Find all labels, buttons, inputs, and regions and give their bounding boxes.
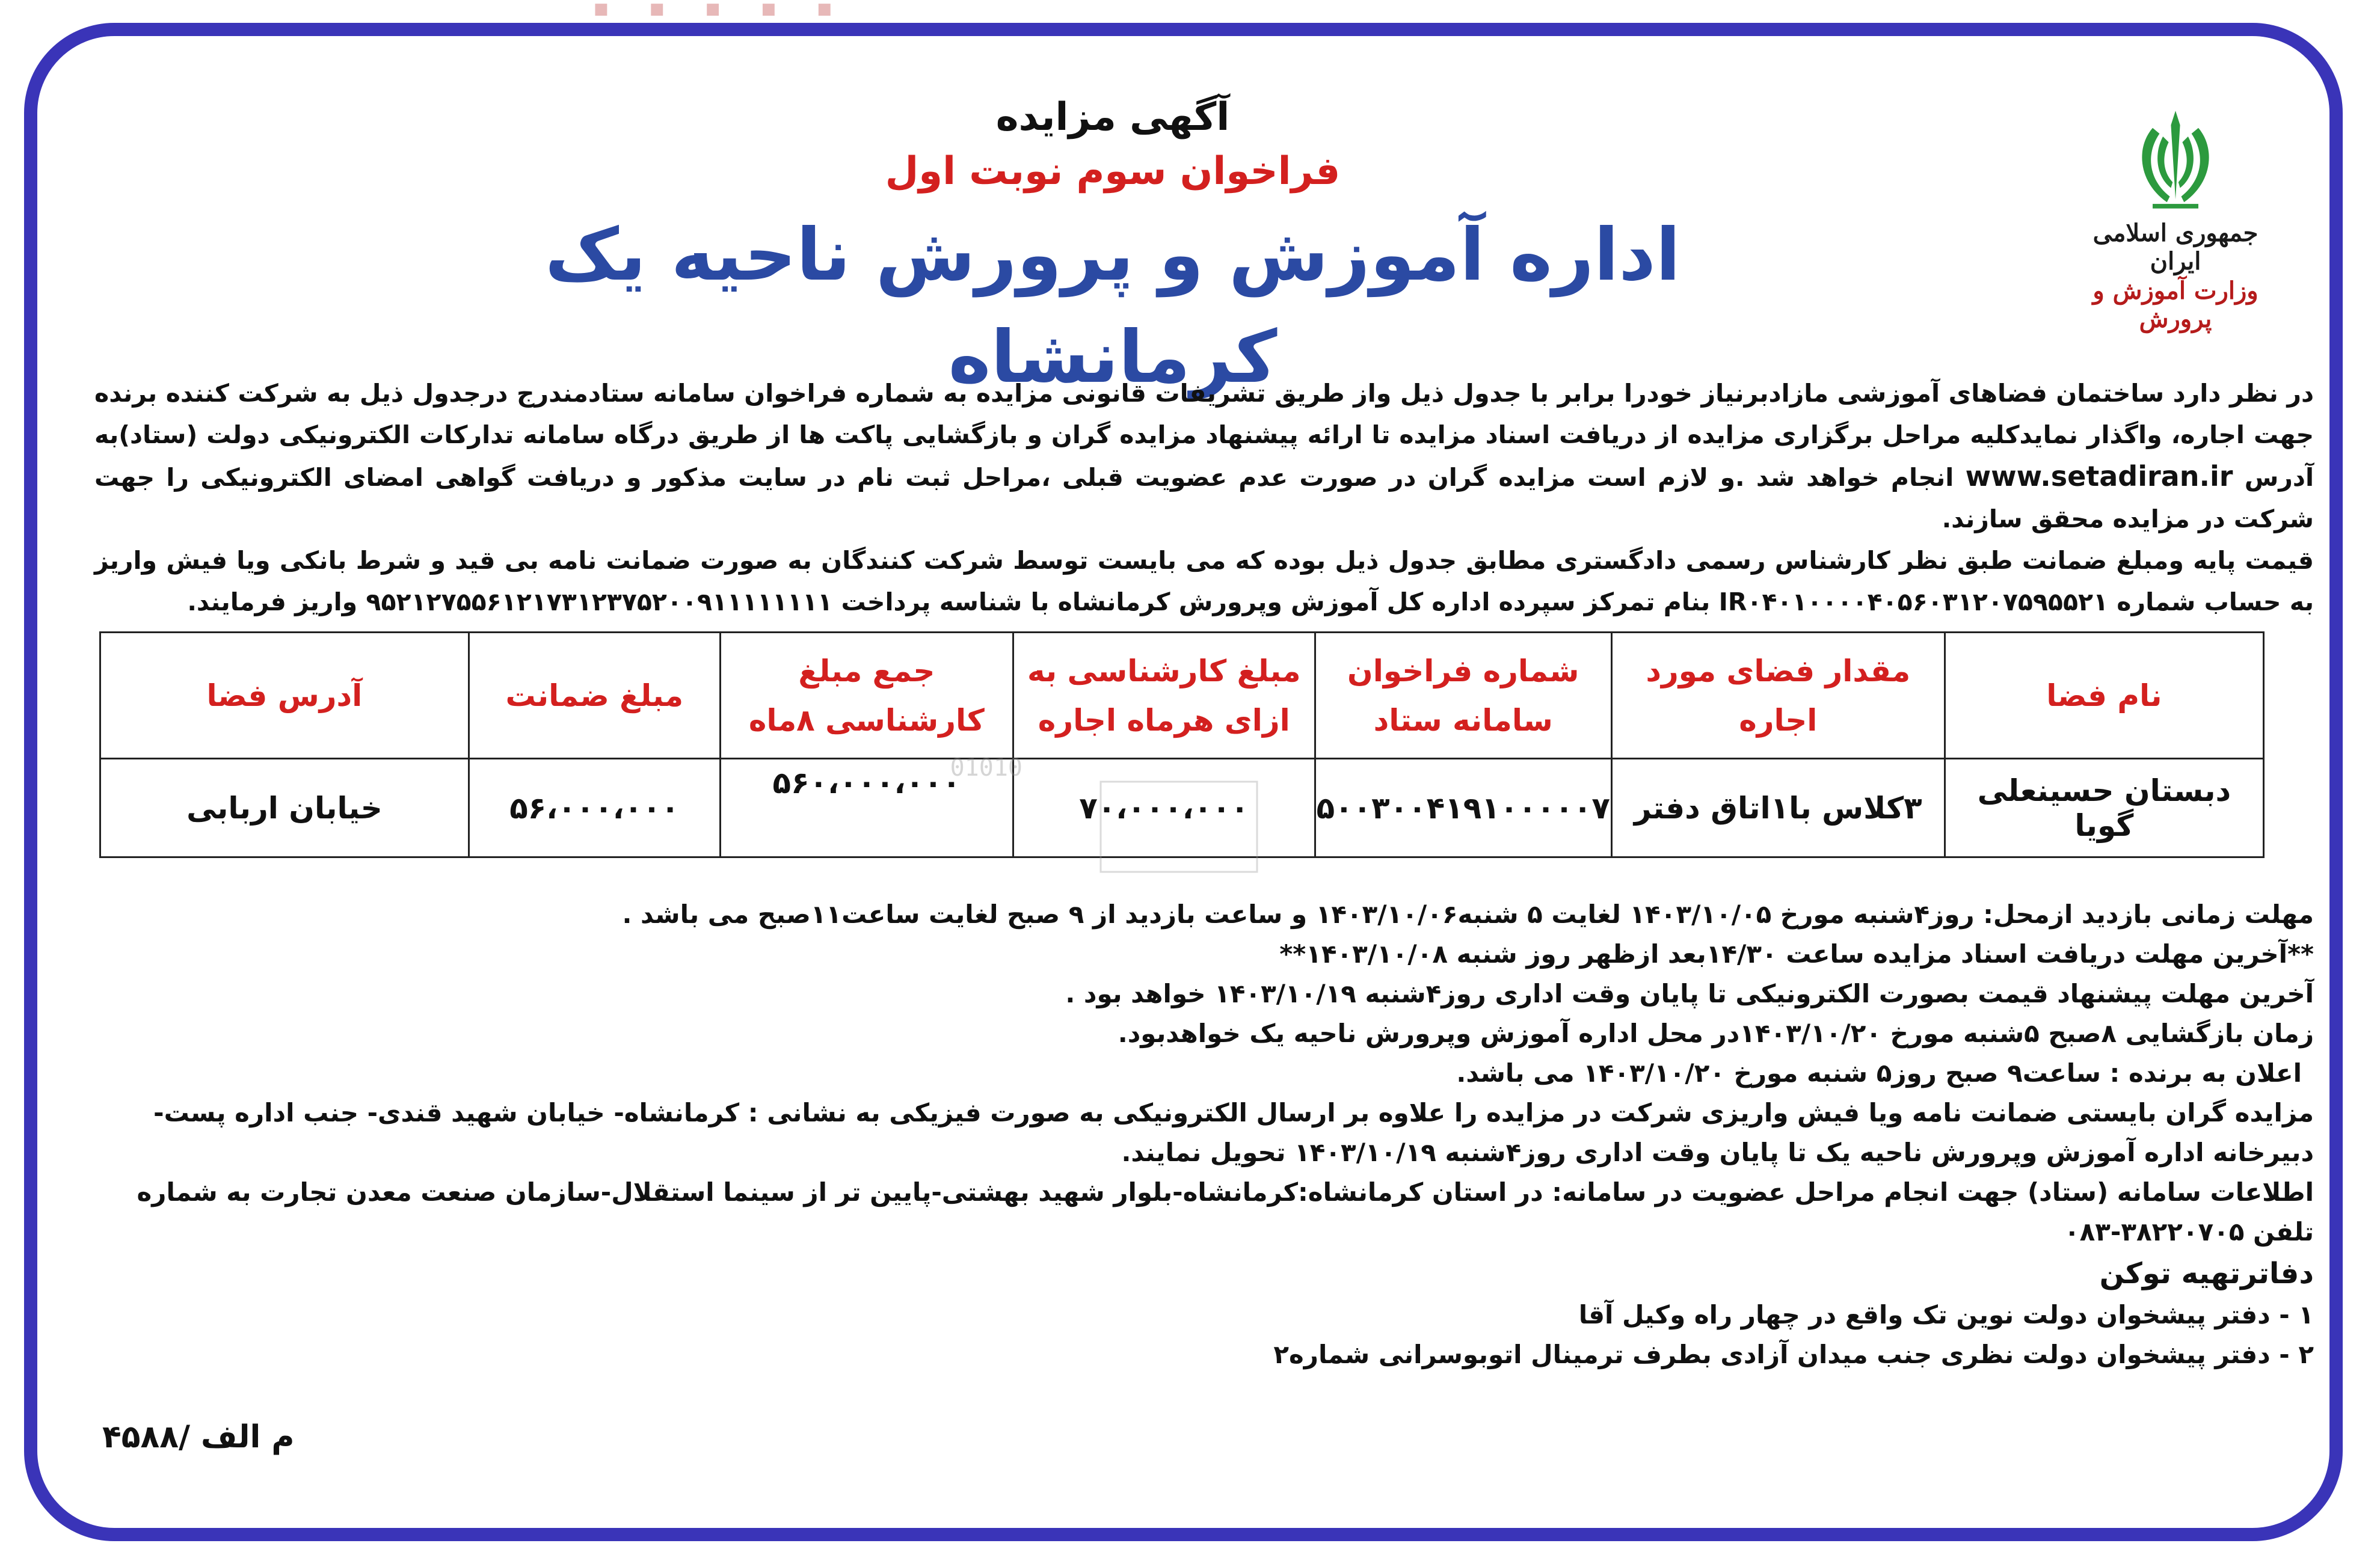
- watermark-stamp: [950, 740, 1347, 884]
- winner-announcement: اعلان به برنده : ساعت۹ صبح روز۵ شنبه مورخ ۱۴۰۳/۱۰/۲۰ می باشد.: [1456, 1058, 2302, 1088]
- intro-text: در نظر دارد ساختمان فضاهای آموزشی مازادبرنیاز خودرا برابر با جدول ذیل واز طریق تشریفات قانونی مزایده به شماره فراخوان سامانه ستادمندرج درجدول ذیل به شرکت کننده برنده جهت اجاره، واگذار نمایدکلیه مراحل برگزاری مزایده از دریافت اسناد مزایده تا ارائه پیشنهاد مزایده گران و بازگشایی پاکت ها از طریق درگاه سامانه تدارکات الکترونیکی دولت (ستاد)به آدرس: [94, 379, 2314, 492]
- header-amount: مقدار فضای مورد اجاره: [1611, 633, 1945, 759]
- notice-title: آگهی مزایده: [995, 95, 1230, 140]
- visit-schedule: مهلت زمانی بازدید ازمحل: روز۴شنبه مورخ ۱۴۰۳/۱۰/۰۵ لغایت ۵ شنبه۱۴۰۳/۱۰/۰۶ و ساعت بازدید از ۹ صبح لغایت ساعت۱۱صبح می باشد .: [622, 900, 2314, 929]
- header-address: آدرس فضا: [100, 633, 469, 759]
- intro-text-continued: انجام خواهد شد .و لازم است مزایده گران در صورت عدم عضویت قبلی ،مراحل ثبت نام در سایت مذکور و دریافت گواهی امضای الکترونیکی را جهت شرکت در مزایده محقق سازند.: [94, 463, 2314, 533]
- setad-website-link[interactable]: www.setadiran.ir: [1965, 460, 2233, 492]
- intro-paragraph-1: [94, 373, 2314, 540]
- iran-emblem-icon: [2118, 102, 2233, 216]
- cell-guarantee: ۵۶،۰۰۰،۰۰۰: [469, 759, 720, 857]
- docs-deadline: **آخرین مهلت دریافت اسناد مزایده ساعت ۱۴/۳۰بعد ازظهر روز شنبه ۱۴۰۳/۱۰/۰۸**: [1279, 939, 2314, 969]
- header-total: جمع مبلغ کارشناسی ۸ماه: [720, 633, 1013, 759]
- header-call-number: شماره فراخوان سامانه ستاد: [1315, 633, 1611, 759]
- physical-delivery: مزایده گران بایستی ضمانت نامه ویا فیش واریزی شرکت در مزایده را علاوه بر ارسال الکترونیکی به صورت فیزیکی به نشانی : کرمانشاه- خیابان شهید قندی- جنب اداره پست- دبیرخانه اداره آموزش وپرورش ناحیه یک تا پایان وقت اداری روز۴شنبه ۱۴۰۳/۱۰/۱۹ تحویل نمایند.: [153, 1098, 2314, 1167]
- intro-paragraph-2: قیمت پایه ومبلغ ضمانت طبق نظر کارشناس رسمی دادگستری مطابق جدول ذیل بوده که می بایست توسط شرکت کنندگان به صورت ضمانت نامه بی قید و شرط بانکی ویا فیش واریز به حساب شماره IR۰۴۰۱۰۰۰۰۴۰۵۶۰۳۱۲۰۷۵۹۵۵۲۱ بنام تمرکز سپرده اداره کل آموزش وپرورش کرمانشاه با شناسه پرداخت ۹۵۲۱۲۷۵۵۶۱۲۱۷۳۱۲۳۷۵۲۰۰۹۱۱۱۱۱۱۱۱ واریز فرمایند.: [94, 546, 2314, 616]
- cell-call-number: ۵۰۰۳۰۰۴۱۹۱۰۰۰۰۰۷: [1315, 759, 1611, 857]
- cell-name: دبستان حسینعلی گویا: [1945, 759, 2263, 857]
- intro-paragraphs: [94, 373, 2314, 623]
- cell-amount: ۳کلاس با۱اتاق دفتر: [1611, 759, 1945, 857]
- setad-info: اطلاعات سامانه (ستاد) جهت انجام مراحل عضویت در سامانه: در استان کرمانشاه:کرمانشاه-بلوار شهید بهشتی-پایین تر از سینما استقلال-سازمان صنعت معدن تجارت به شماره تلفن ۳۸۲۲۰۷۰۵-۰۸۳: [137, 1177, 2314, 1247]
- header-strip: ■ ■ ■ ■ ■: [594, 0, 850, 18]
- cell-address: خیابان اربابی: [100, 759, 469, 857]
- title-block: [421, 90, 1804, 409]
- cell-total: ۵۶۰،۰۰۰،۰۰۰: [720, 759, 1013, 857]
- opening-time: زمان بازگشایی ۸صبح ۵شنبه مورخ ۱۴۰۳/۱۰/۲۰در محل اداره آموزش وپرورش ناحیه یک خواهدبود.: [1118, 1019, 2314, 1048]
- header-monthly: مبلغ کارشناسی به ازای هرماه اجاره: [1013, 633, 1315, 759]
- header-name: نام فضا: [1945, 633, 2263, 759]
- call-round-title: فراخوان سوم نوبت اول: [885, 149, 1341, 194]
- token-offices-heading: دفاترتهیه توکن: [2099, 1257, 2314, 1290]
- header-guarantee: مبلغ ضمانت: [469, 633, 720, 759]
- svg-text:01010: 01010: [950, 754, 1022, 782]
- ministry-emblem: [2085, 102, 2266, 333]
- reference-number: م الف /۴۵۸۸: [102, 1419, 295, 1455]
- token-office-2: ۲ - دفتر پیشخوان دولت نظری جنب میدان آزادی بطرف ترمینال اتوبوسرانی شماره۲: [1273, 1340, 2314, 1369]
- token-office-1: ۱ - دفتر پیشخوان دولت نوین تک واقع در چهار راه وکیل آقا: [1578, 1300, 2314, 1329]
- notice-details: [88, 895, 2314, 1375]
- cell-monthly: ۷۰،۰۰۰،۰۰۰: [1013, 759, 1315, 857]
- office-title: اداره آموزش و پرورش ناحیه یک کرمانشاه: [545, 213, 1680, 399]
- emblem-country-text: جمهوری اسلامی ایران: [2092, 219, 2259, 275]
- emblem-ministry-text: وزارت آموزش و پرورش: [2092, 277, 2259, 333]
- offer-deadline: آخرین مهلت پیشنهاد قیمت بصورت الکترونیکی تا پایان وقت اداری روز۴شنبه ۱۴۰۳/۱۰/۱۹ خواهد بود .: [1065, 979, 2314, 1008]
